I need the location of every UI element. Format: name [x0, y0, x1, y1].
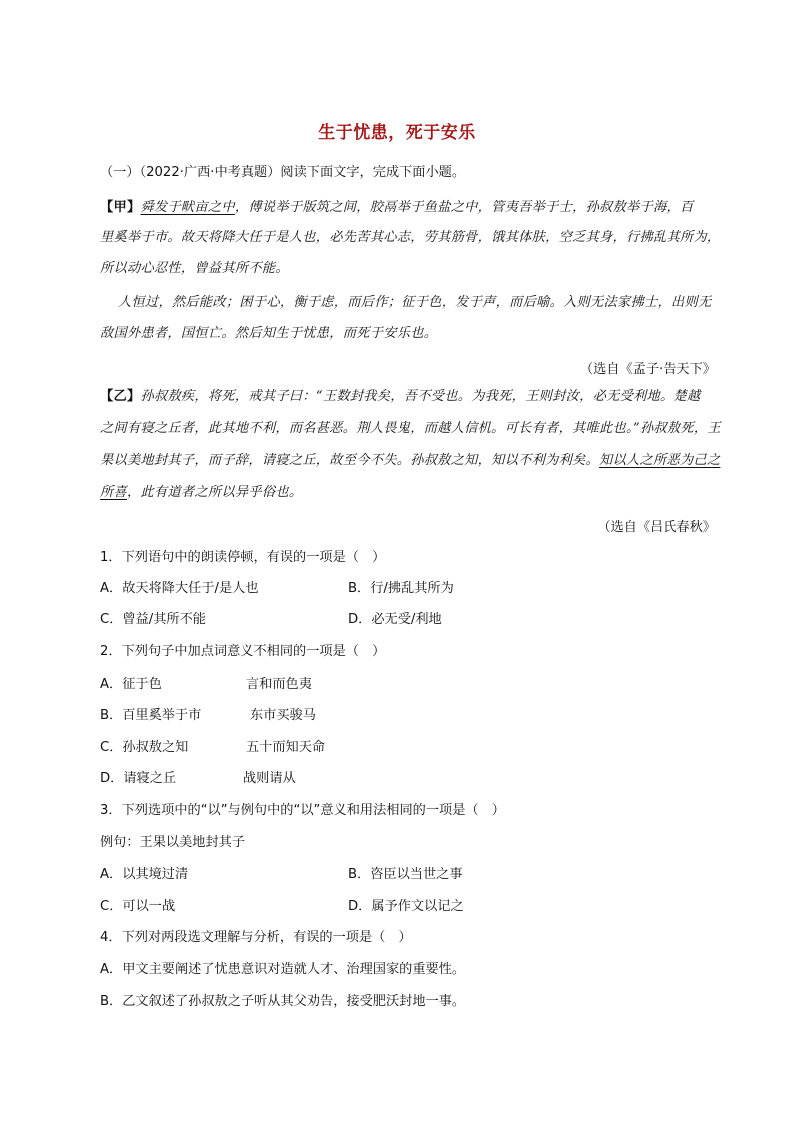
jia-line-1-text: ，傅说举于版筑之间，胶鬲举于鱼盐之中，管夷吾举于士，孙叔敖举于海，百	[234, 200, 694, 215]
q3-option-c: C．可以一战	[100, 899, 176, 914]
yi-line-1	[100, 388, 701, 406]
yi-line-2: 之间有寝之丘者，此其地不利，而名甚恶。荆人畏鬼，而越人信机。可长有者，其唯此也。”孙叔敖死，王	[100, 421, 721, 436]
yi-line-4-text: ，此有道者之所以异乎俗也。	[126, 485, 303, 500]
jia-line-1	[100, 199, 693, 217]
yi-source: （选自《吕氏春秋》	[597, 520, 716, 535]
jia-line-5: 敌国外患者，国恒亡。然后知生于忧患，而死于安乐也。	[100, 326, 438, 341]
q1-option-a: A．故天将降大任于/是人也	[100, 581, 259, 596]
q4-option-a: A．甲文主要阐述了忧患意识对造就人才、治理国家的重要性。	[100, 962, 466, 977]
yi-tag: 【乙】	[100, 389, 141, 404]
jia-tag: 【甲】	[100, 200, 141, 215]
q3-option-b: B．咨臣以当世之事	[348, 867, 463, 882]
q4-option-b: B．乙文叙述了孙叔敖之子听从其父劝告，接受肥沃封地一事。	[100, 994, 466, 1009]
jia-line-4: 人恒过，然后能改；困于心，衡于虑，而后作；征于色，发于声，而后喻。入则无法家拂士，出则无	[118, 295, 712, 310]
yi-line-1-text: 孙叔敖疾，将死，戒其子曰：“王数封我矣，吾不受也。为我死，王则封汝，必无受利地。楚越	[140, 389, 701, 404]
yi-underlined-1: 知以人之所恶为己之	[599, 453, 721, 468]
jia-line-2: 里奚举于市。故天将降大任于是人也，必先苦其心志，劳其筋骨，饿其体肤，空乏其身，行拂乱其所为，	[100, 230, 721, 245]
q2-option-b-compare: 东市买骏马	[250, 708, 316, 723]
q3-stem: 3．下列选项中的“以”与例句中的“以”意义和用法相同的一项是（ ）	[100, 803, 505, 818]
q1-option-c: C．曾益/其所不能	[100, 612, 206, 627]
yi-underlined-2: 所喜	[100, 485, 127, 500]
q2-option-d: D．请寝之丘	[100, 771, 177, 786]
q1-stem: 1．下列语句中的朗读停顿，有误的一项是（ ）	[100, 550, 386, 565]
yi-line-4	[100, 484, 302, 502]
q3-option-d: D．属予作文以记之	[348, 899, 464, 914]
section-intro: （一）（2022·广西·中考真题）阅读下面文字，完成下面小题。	[100, 165, 466, 180]
q1-option-d: D．必无受/利地	[348, 612, 442, 627]
q1-option-b: B．行/拂乱其所为	[348, 581, 454, 596]
yi-line-3	[100, 452, 720, 470]
jia-line-3: 所以动心忍性，曾益其所不能。	[100, 261, 289, 276]
q2-option-c-compare: 五十而知天命	[246, 740, 326, 755]
q2-option-a: A．征于色	[100, 677, 162, 692]
q2-stem: 2．下列句子中加点词意义不相同的一项是（ ）	[100, 644, 386, 659]
jia-source: （选自《孟子·告天下》	[579, 362, 716, 377]
q2-option-c: C．孙叔敖之知	[100, 740, 189, 755]
q2-option-d-compare: 战则请从	[243, 771, 296, 786]
jia-underlined: 舜发于畎亩之中	[140, 200, 235, 215]
page-title: 生于忧患，死于安乐	[318, 123, 476, 143]
q2-option-a-compare: 言和而色夷	[246, 677, 312, 692]
q4-stem: 4．下列对两段选文理解与分析，有误的一项是（ ）	[100, 930, 412, 945]
q3-option-a: A．以其境过清	[100, 867, 189, 882]
q3-example: 例句：王果以美地封其子	[100, 835, 246, 850]
q2-option-b: B．百里奚举于市	[100, 708, 202, 723]
yi-line-3-text: 果以美地封其子，而子辞，请寝之丘，故至今不失。孙叔敖之知，知以不利为利矣。	[100, 453, 600, 468]
